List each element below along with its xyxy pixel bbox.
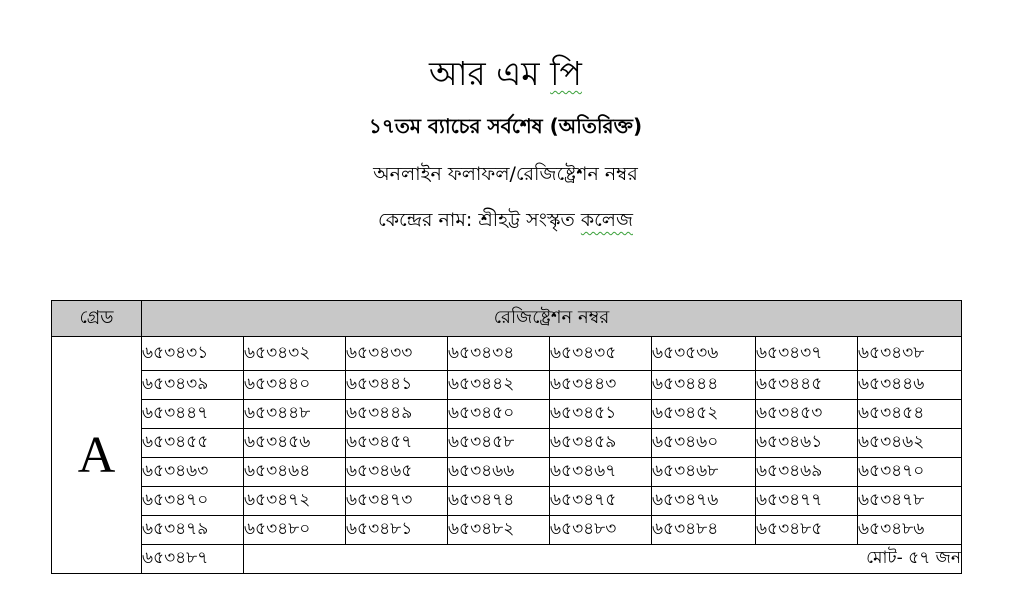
registration-number: ৬৫৩৪৭৭ <box>756 487 858 516</box>
registration-number: ৬৫৩৪৩৭ <box>756 337 858 371</box>
registration-number: ৬৫৩৪৮২ <box>448 516 550 545</box>
registration-number: ৬৫৩৪৫৩ <box>756 400 858 429</box>
registration-number: ৬৫৩৪৪৬ <box>858 371 962 400</box>
registration-number: ৬৫৩৪৭৫ <box>550 487 652 516</box>
registration-number: ৬৫৩৪৮৬ <box>858 516 962 545</box>
title-marked-text: পি <box>550 54 582 93</box>
table-row <box>52 458 962 487</box>
registration-number: ৬৫৩৪৬৫ <box>346 458 448 487</box>
registration-number: ৬৫৩৪৪৪ <box>652 371 756 400</box>
table-row <box>52 337 962 371</box>
registration-number: ৬৫৩৪৮৭ <box>142 545 244 574</box>
registration-number: ৬৫৩৪৫৫ <box>142 429 244 458</box>
registration-number: ৬৫৩৪৭২ <box>244 487 346 516</box>
registration-number: ৬৫৩৪৪২ <box>448 371 550 400</box>
registration-number: ৬৫৩৪৭৬ <box>652 487 756 516</box>
grade-header: গ্রেড <box>52 301 142 337</box>
registration-number: ৬৫৩৫৩৬ <box>652 337 756 371</box>
registration-number: ৬৫৩৪৭০ <box>858 458 962 487</box>
registration-number: ৬৫৩৪৭৯ <box>142 516 244 545</box>
registration-number: ৬৫৩৪৩১ <box>142 337 244 371</box>
table-row <box>52 516 962 545</box>
registration-number: ৬৫৩৪৬২ <box>858 429 962 458</box>
registration-number: ৬৫৩৪৩২ <box>244 337 346 371</box>
registration-number: ৬৫৩৪৬৯ <box>756 458 858 487</box>
registration-number: ৬৫৩৪৭০ <box>142 487 244 516</box>
title-text: আর এম <box>429 54 551 93</box>
registration-number: ৬৫৩৪৮৪ <box>652 516 756 545</box>
registration-number: ৬৫৩৪৫০ <box>448 400 550 429</box>
registration-number: ৬৫৩৪৬৪ <box>244 458 346 487</box>
center-name <box>0 206 1011 238</box>
result-table <box>51 300 962 574</box>
table-header-row <box>52 301 962 337</box>
registration-number: ৬৫৩৪৭৪ <box>448 487 550 516</box>
registration-number: ৬৫৩৪৬৩ <box>142 458 244 487</box>
registration-number: ৬৫৩৪৩৮ <box>858 337 962 371</box>
registration-number: ৬৫৩৪৮১ <box>346 516 448 545</box>
registration-header: রেজিষ্ট্রেশন নম্বর <box>142 301 962 337</box>
registration-number: ৬৫৩৪৫৭ <box>346 429 448 458</box>
registration-number: ৬৫৩৪৩৯ <box>142 371 244 400</box>
registration-number: ৬৫৩৪৬০ <box>652 429 756 458</box>
table-row-last <box>52 545 962 574</box>
center-marked-text: কলেজ <box>580 209 633 231</box>
registration-number: ৬৫৩৪৩৫ <box>550 337 652 371</box>
registration-number: ৬৫৩৪৪৭ <box>142 400 244 429</box>
table-row <box>52 400 962 429</box>
registration-number: ৬৫৩৪৪৩ <box>550 371 652 400</box>
grade-cell: A <box>52 337 142 574</box>
registration-number: ৬৫৩৪৫৮ <box>448 429 550 458</box>
result-line: অনলাইন ফলাফল/রেজিষ্ট্রেশন নম্বর <box>373 163 638 185</box>
registration-number: ৬৫৩৪৬৮ <box>652 458 756 487</box>
registration-number: ৬৫৩৪৬১ <box>756 429 858 458</box>
registration-number: ৬৫৩৪৩৪ <box>448 337 550 371</box>
table-row <box>52 487 962 516</box>
center-text: কেন্দ্রের নাম: শ্রীহট্ট সংস্কৃত <box>378 209 581 231</box>
registration-number: ৬৫৩৪৪৫ <box>756 371 858 400</box>
registration-number: ৬৫৩৪৫৬ <box>244 429 346 458</box>
registration-number: ৬৫৩৪৫১ <box>550 400 652 429</box>
total-count: মোট- ৫৭ জন <box>244 545 962 574</box>
registration-number: ৬৫৩৪৭৩ <box>346 487 448 516</box>
registration-number: ৬৫৩৪৫৯ <box>550 429 652 458</box>
registration-number: ৬৫৩৪৪১ <box>346 371 448 400</box>
registration-number: ৬৫৩৪৮০ <box>244 516 346 545</box>
registration-number: ৬৫৩৪৪৯ <box>346 400 448 429</box>
registration-number: ৬৫৩৪৭৮ <box>858 487 962 516</box>
page-title <box>0 48 1011 104</box>
table-row <box>52 429 962 458</box>
registration-number: ৬৫৩৪৬৭ <box>550 458 652 487</box>
registration-number: ৬৫৩৪৫৪ <box>858 400 962 429</box>
batch-line: ১৭তম ব্যাচের সর্বশেষ (অতিরিক্ত) <box>368 114 643 138</box>
registration-number: ৬৫৩৪৬৬ <box>448 458 550 487</box>
registration-number: ৬৫৩৪৪৮ <box>244 400 346 429</box>
registration-number: ৬৫৩৪৮৫ <box>756 516 858 545</box>
registration-number: ৬৫৩৪৫২ <box>652 400 756 429</box>
table-row <box>52 371 962 400</box>
registration-number: ৬৫৩৪৪০ <box>244 371 346 400</box>
registration-number: ৬৫৩৪৩৩ <box>346 337 448 371</box>
registration-number: ৬৫৩৪৮৩ <box>550 516 652 545</box>
